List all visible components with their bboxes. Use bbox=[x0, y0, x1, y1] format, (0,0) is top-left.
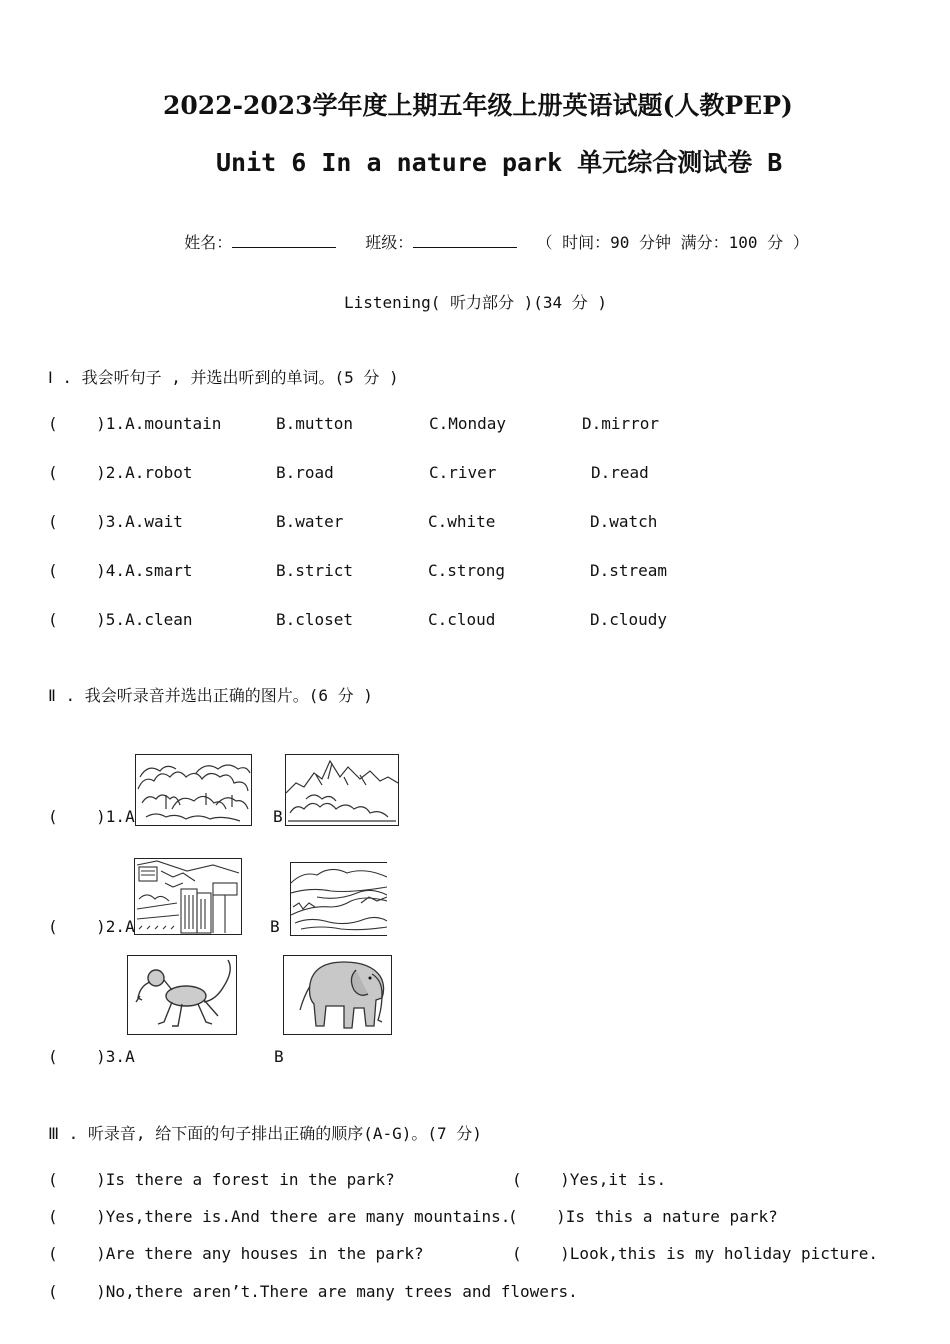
question-number: ( )2.A.robot bbox=[48, 463, 193, 482]
option-d: D.watch bbox=[590, 512, 658, 531]
class-blank[interactable] bbox=[413, 233, 517, 248]
option-c: C.white bbox=[428, 512, 496, 531]
option-b: B.mutton bbox=[276, 414, 354, 433]
elephant-picture[interactable] bbox=[283, 955, 392, 1035]
city-buildings-picture[interactable] bbox=[134, 858, 242, 935]
question-number: ( )1.A bbox=[48, 807, 135, 826]
option-b: B.closet bbox=[276, 610, 354, 629]
option-d: D.read bbox=[591, 463, 649, 482]
time-info: （ 时间：90 分钟 满分：100 分 ） bbox=[536, 233, 809, 252]
name-blank[interactable] bbox=[232, 233, 336, 248]
option-d: D.cloudy bbox=[590, 610, 668, 629]
question-number: ( )3.A bbox=[48, 1047, 135, 1066]
sentence-item: ( )Look,this is my holiday picture. bbox=[512, 1244, 879, 1263]
option-d: D.mirror bbox=[582, 414, 660, 433]
option-b: B.water bbox=[276, 512, 344, 531]
sentence-item: ( )No,there aren’t.There are many trees and flowers. bbox=[48, 1282, 578, 1301]
page-title: 2022-2023学年度上期五年级上册英语试题(人教PEP) bbox=[163, 91, 793, 120]
question-number: ( )5.A.clean bbox=[48, 610, 193, 629]
question-number: ( )1.A.mountain bbox=[48, 414, 222, 433]
option-b: B.road bbox=[276, 463, 334, 482]
option-b: B bbox=[274, 1047, 284, 1066]
sentence-item: ( )Yes,there is.And there are many mountains. bbox=[48, 1207, 511, 1226]
trees-picture[interactable] bbox=[135, 754, 252, 826]
question-number: ( )4.A.smart bbox=[48, 561, 193, 580]
page-subtitle: Unit 6 In a nature park 单元综合测试卷 B bbox=[216, 148, 783, 177]
option-b: B bbox=[273, 807, 283, 826]
monkey-picture[interactable] bbox=[127, 955, 237, 1035]
sentence-item: ( )Is this a nature park? bbox=[508, 1207, 778, 1226]
river-picture[interactable] bbox=[290, 862, 387, 936]
section3-heading: Ⅲ . 听录音, 给下面的句子排出正确的顺序(A-G)。(7 分) bbox=[48, 1124, 482, 1143]
section2-heading: Ⅱ . 我会听录音并选出正确的图片。(6 分 ) bbox=[48, 686, 373, 705]
section1-heading: Ⅰ . 我会听句子 , 并选出听到的单词。(5 分 ) bbox=[48, 368, 399, 387]
option-c: C.river bbox=[429, 463, 497, 482]
sentence-item: ( )Yes,it is. bbox=[512, 1170, 667, 1189]
option-c: C.cloud bbox=[428, 610, 496, 629]
class-label: 班级： bbox=[365, 233, 414, 252]
option-c: C.strong bbox=[428, 561, 506, 580]
question-number: ( )2.A bbox=[48, 917, 135, 936]
question-number: ( )3.A.wait bbox=[48, 512, 183, 531]
sentence-item: ( )Are there any houses in the park? bbox=[48, 1244, 424, 1263]
name-label: 姓名： bbox=[184, 233, 233, 252]
student-info-line bbox=[165, 211, 809, 253]
mountains-picture[interactable] bbox=[285, 754, 399, 826]
option-b: B bbox=[270, 917, 280, 936]
option-c: C.Monday bbox=[429, 414, 507, 433]
option-d: D.stream bbox=[590, 561, 668, 580]
option-b: B.strict bbox=[276, 561, 354, 580]
sentence-item: ( )Is there a forest in the park? bbox=[48, 1170, 395, 1189]
listening-heading: Listening( 听力部分 )(34 分 ) bbox=[344, 293, 608, 312]
